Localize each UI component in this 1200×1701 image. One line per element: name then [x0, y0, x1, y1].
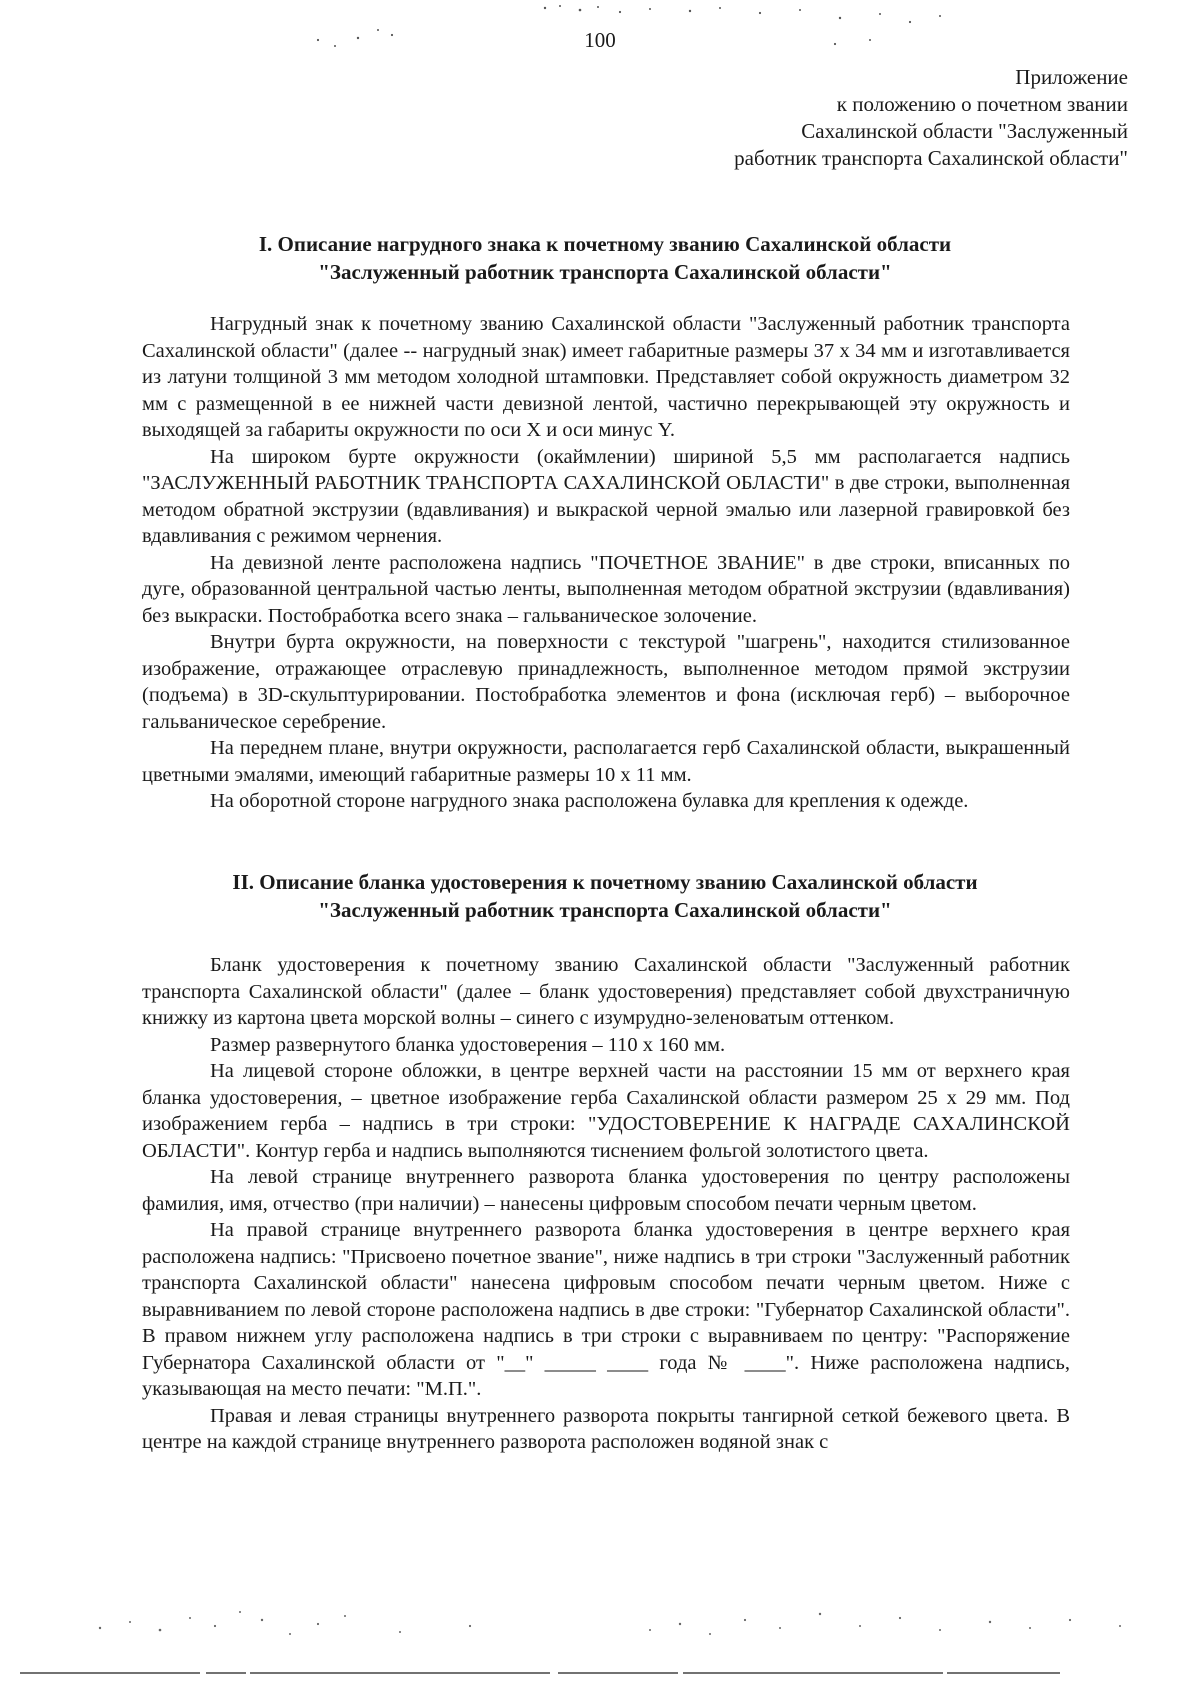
- paragraph: Бланк удостоверения к почетному званию Сахалинской области "Заслуженный работник транспорта Сахалинской области" (далее – бланк удостоверения) представляет собой двухстраничную книжку из картона цвета морской волны – синего с изумрудно-зеленоватым оттенком.: [142, 954, 1070, 1029]
- section-title-line: "Заслуженный работник транспорта Сахалинской области": [318, 260, 892, 284]
- paragraph: На переднем плане, внутри окружности, располагается герб Сахалинской области, выкрашенный цветными эмалями, имеющий габаритные размеры 10 x 11 мм.: [142, 737, 1070, 786]
- section-1-body: [142, 311, 1070, 815]
- paragraph: На правой странице внутреннего разворота бланка удостоверения в центре верхнего края расположена надпись: "Присвоено почетное звание", ниже надпись в три строки "Заслуженный работник транспорта Сахалинской области" нанесена цифровым способом печати черным цветом. Ниже с выравниванием по левой стороне расположена надпись в две строки: "Губернатор Сахалинской области". В правом нижнем углу расположена надпись в три строки с выравниваем по центру: "Распоряжение Губернатора Сахалинской области от "__" _____ ____ года № ____". Ниже расположена надпись, указывающая на место печати: "М.П.".: [142, 1219, 1070, 1400]
- paragraph: Правая и левая страницы внутреннего разворота покрыты тангирной сеткой бежевого цвета. В центре на каждой странице внутреннего разворота расположен водяной знак с: [142, 1404, 1070, 1453]
- section-title-line: "Заслуженный работник транспорта Сахалинской области": [318, 898, 892, 922]
- appendix-line: работник транспорта Сахалинской области": [734, 146, 1128, 170]
- paragraph: На лицевой стороне обложки, в центре верхней части на расстоянии 15 мм от верхнего края бланка удостоверения, – цветное изображение герба Сахалинской области размером 25 x 29 мм. Под изображением герба – надпись в три строки: "УДОСТОВЕРЕНИЕ К НАГРАДЕ САХАЛИНСКОЙ ОБЛАСТИ". Контур герба и надпись выполняются тиснением фольгой золотистого цвета.: [142, 1060, 1070, 1162]
- paragraph: На левой странице внутреннего разворота бланка удостоверения по центру расположены фамилия, имя, отчество (при наличии) – нанесены цифровым способом печати черным цветом.: [142, 1166, 1070, 1215]
- paragraph: На оборотной стороне нагрудного знака расположена булавка для крепления к одежде.: [210, 790, 969, 812]
- paragraph: Внутри бурта окружности, на поверхности с текстурой "шагрень", находится стилизованное изображение, отражающее отраслевую принадлежность, выполненное методом прямой экструзии (подъема) в 3D-скульптурировании. Постобработка элементов и фона (исключая герб) – выборочное гальваническое серебрение.: [142, 631, 1070, 733]
- appendix-line: Сахалинской области "Заслуженный: [801, 119, 1128, 143]
- section-2-title: [140, 868, 1070, 924]
- scan-noise-bottom: [0, 1590, 1200, 1701]
- section-2-body: [142, 952, 1070, 1456]
- appendix-header: [734, 64, 1128, 172]
- paragraph: На девизной ленте расположена надпись "ПОЧЕТНОЕ ЗВАНИЕ" в две строки, вписанных по дуге, образованной центральной частью ленты, выполненная методом обратной экструзии (вдавливания) без выкраски. Постобработка всего знака – гальваническое золочение.: [142, 551, 1070, 627]
- section-1-title: [140, 230, 1070, 286]
- section-title-line: I. Описание нагрудного знака к почетному званию Сахалинской области: [258, 232, 952, 256]
- paragraph: На широком бурте окружности (окаймлении) шириной 5,5 мм располагается надпись "ЗАСЛУЖЕННЫЙ РАБОТНИК ТРАНСПОРТА САХАЛИНСКОЙ ОБЛАСТИ" в две строки, выполненная методом обратной экструзии (вдавливания) и выкраской черной эмалью или лазерной гравировкой без вдавливания с режимом чернения.: [142, 445, 1070, 547]
- page-number: 100: [584, 28, 616, 52]
- section-title-line: II. Описание бланка удостоверения к почетному званию Сахалинской области: [232, 870, 978, 894]
- appendix-line: Приложение: [1015, 65, 1128, 89]
- appendix-line: к положению о почетном звании: [836, 92, 1128, 116]
- paragraph: Размер развернутого бланка удостоверения – 110 x 160 мм.: [210, 1033, 726, 1056]
- paragraph: Нагрудный знак к почетному званию Сахалинской области "Заслуженный работник транспорта Сахалинской области" (далее -- нагрудный знак) имеет габаритные размеры 37 x 34 мм и изготавливается из латуни толщиной 3 мм методом холодной штамповки. Представляет собой окружность диаметром 32 мм с размещенной в ее нижней части девизной лентой, частично перекрывающей эту окружность и выходящей за габариты окружности по оси X и оси минус Y.: [142, 313, 1070, 441]
